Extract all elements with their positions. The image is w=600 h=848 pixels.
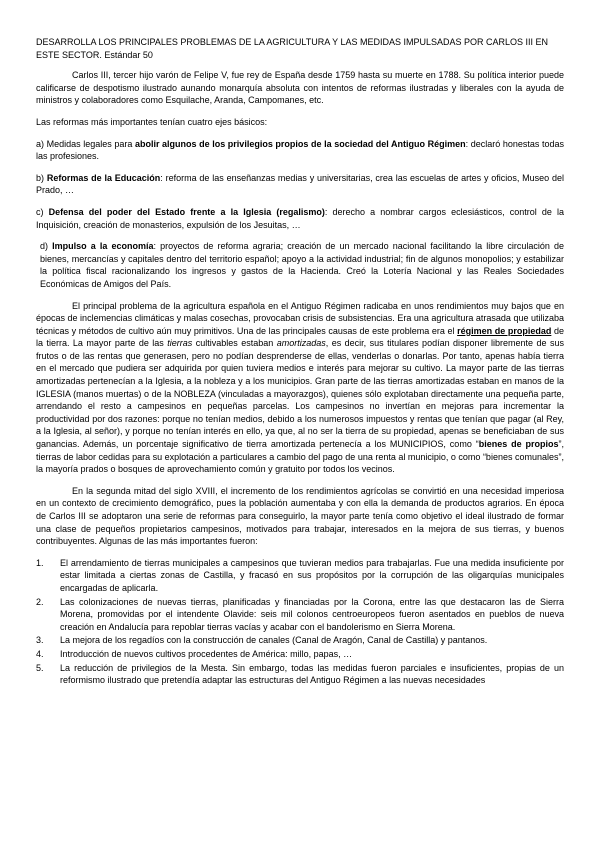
- axis-b-paragraph: b) Reformas de la Educación: reforma de las enseñanzas medias y universitarias, crea las escuelas de artes y oficios, Museo del Prado, …: [36, 172, 564, 196]
- axis-c-paragraph: c) Defensa del poder del Estado frente a la Iglesia (regalismo): derecho a nombrar cargos eclesiásticos, control de la Inquisición, creación de monasterios, expulsión de los Jesuitas, …: [36, 206, 565, 230]
- axes-intro: Las reformas más importantes tenían cuatro ejes básicos:: [36, 116, 268, 127]
- intro-paragraph: Carlos III, tercer hijo varón de Felipe V, fue rey de España desde 1759 hasta su muerte en 1788. Su política interior puede calificarse de despotismo ilustrado aunando monarquía absoluta con intentos de reformas ilustradas y liberales con la ayuda de ministros y colaboradores como Esquilache, Aranda, Campomanes, etc.: [36, 70, 564, 106]
- axis-d-paragraph: d) Impulso a la economía: proyectos de reforma agraria; creación de un mercado nacional facilitando la libre circulación de bienes, mercancías y capitales dentro del territorio español; apoyo a la actividad industrial; fin de algunos monopolios; y estabilizar la política fiscal racionalizando los ingresos y gastos de la Hacienda. Creó la Lotería Nacional y las Reales Sociedades Económicas de Amigos del País.: [40, 241, 564, 289]
- list-item: 5. La reducción de privilegios de la Mesta. Sin embargo, todas las medidas fueron parciales e insuficientes, propias de un reformismo ilustrado que pretendía adaptar las estructuras del Antiguo Régimen a las nuevas necesidades: [36, 662, 564, 686]
- second-half-paragraph: En la segunda mitad del siglo XVIII, el incremento de los rendimientos agrícolas se convirtió en una necesidad imperiosa en un contexto de crecimiento demográfico, pues la población aumentaba y con ella la demanda de productos agrarios. En época de Carlos III se adoptaron una serie de reformas para conseguirlo, la mayor parte tenía como objetivo el ideal ilustrado de formar una clase de pequeños propietarios campesinos, motivados para trabajar, interesados en la mejora de sus tierras, y buenos contribuyentes. Algunas de las más importantes fueron:: [36, 485, 564, 547]
- problem-paragraph: El principal problema de la agricultura española en el Antiguo Régimen radicaba en unos rendimientos muy bajos que en épocas de inclemencias climáticas y malas cosechas, provocaban crisis de subsistencias. Era una agricultura atrasada que utilizaba técnicas y métodos de cultivo aún muy primitivos. Una de las principales causas de este problema era el régimen de propiedad de la tierra. La mayor parte de las tierras cultivables estaban amortizadas, es decir, sus titulares podían disponer libremente de sus frutos o de las rentas que generasen, pero no podían desprenderse de ellas, venderlas o donarlas. Por tanto, apenas había tierra en el mercado que pudiera ser adquirida por quien tuviera medios e interés para mejorar su cultivo. La mayor parte de las tierras amortizadas pertenecían a la Iglesia, a la nobleza y a los municipios. Gran parte de las tierras amortizadas estaban en manos de la IGLESIA (manos muertas) o de la NOBLEZA (vinculadas a mayorazgos), quienes sólo explotaban directamente una pequeña parte, arrendando el resto a campesinos en pequeñas parcelas. Los campesinos no invertían en mejoras para incrementar la productividad por dos razones: porque no tenían medios, debido a los numerosos impuestos y rentas que tenían que pagar (al Rey, a la Iglesia, al señor), y porque no tenían interés en ello, ya que, al no ser la tierra de su propiedad, apenas se beneficiaban de sus ganancias. Además, un porcentaje significativo de tierra amortizada pertenecía a los MUNICIPIOS, como “bienes de propios”, tierras de labor cedidas para su explotación a particulares a cambio del pago de una renta al municipio, o como “bienes comunales”, la mayoría prados o bosques de aprovechamiento común y gratuito por todos los vecinos.: [36, 300, 564, 475]
- axis-a-paragraph: a) Medidas legales para abolir algunos de los privilegios propios de la sociedad del Antiguo Régimen: declaró honestas todas las profesiones.: [36, 138, 564, 162]
- list-item: 2. Las colonizaciones de nuevas tierras, planificadas y financiadas por la Corona, entre las que destacaron las de Sierra Morena, promovidas por el intendente Olavide: seis mil colonos centroeuropeos fueron asentados en pueblos de nueva creación en Andalucía para repoblar tierras vacías y acabar con el bandolerismo en Sierra Morena.: [36, 596, 564, 632]
- list-item: 1. El arrendamiento de tierras municipales a campesinos que tuvieran medios para trabajarlas. Fue una medida insuficiente por estar limitada a ciertas zonas de Castilla, y fracasó en sus propósitos por la corrupción de las oligarquías municipales encargadas de aplicarla.: [36, 557, 564, 593]
- list-item: 3. La mejora de los regadíos con la construcción de canales (Canal de Aragón, Canal de Castilla) y pantanos.: [36, 635, 488, 646]
- document-title: DESARROLLA LOS PRINCIPALES PROBLEMAS DE LA AGRICULTURA Y LAS MEDIDAS IMPULSADAS POR CARLOS III EN ESTE SECTOR. Estándar 50: [36, 37, 548, 60]
- measures-list: [36, 557, 564, 687]
- list-item: 4. Introducción de nuevos cultivos procedentes de América: millo, papas, …: [36, 648, 353, 659]
